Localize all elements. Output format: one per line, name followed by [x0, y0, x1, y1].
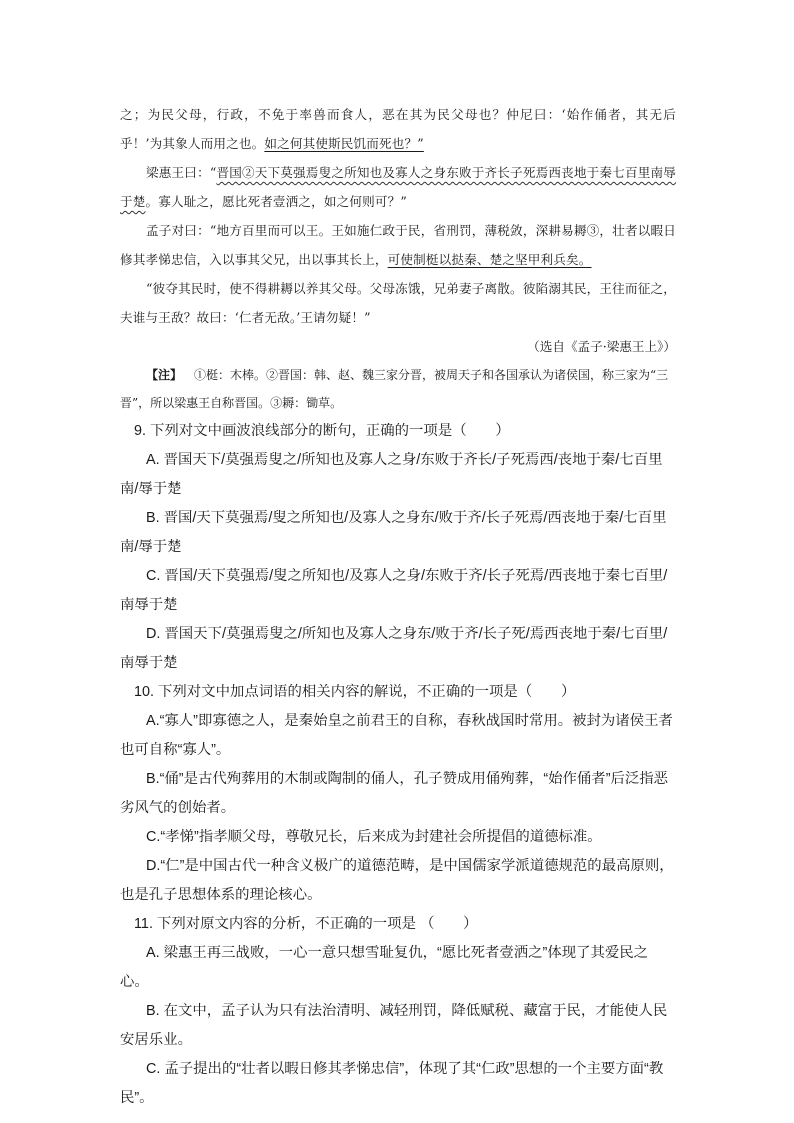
- underlined-sentence: 可使制梃以挞秦、楚之坚甲利兵矣。: [387, 252, 592, 267]
- passage-text: 孟子对曰：“地方百里而可以王。王如施仁政于民，省刑罚，薄税敛，深耕易耨③，壮者以暇日修其孝悌忠信，入以事其父兄，出以事其长上，: [120, 223, 676, 267]
- question-9-stem: 9. 下列对文中画波浪线部分的断句，正确的一项是（ ）: [134, 423, 510, 439]
- note-text: ①梃：木棒。②晋国：韩、赵、魏三家分晋，被周天子和各国承认为诸侯国，称三家为“三晋”，所以梁惠王自称晋国。③耨：锄草。: [120, 368, 669, 410]
- question-10-option-a[interactable]: A.“寡人”即寡德之人，是秦始皇之前君王的自称，春秋战国时常用。被封为诸侯王者也可自称“寡人”。: [120, 713, 673, 758]
- passage-paragraph-2: [120, 158, 676, 216]
- passage-paragraph-3: [120, 216, 676, 274]
- annotation-note: [120, 361, 676, 417]
- passage-paragraph-1: [120, 100, 676, 158]
- question-10-option-d[interactable]: D.“仁”是中国古代一种含义极广的道德范畴，是中国儒家学派道德规范的最高原则，也是孔子思想体系的理论核心。: [120, 858, 674, 903]
- question-10-option-b[interactable]: B.“俑”是古代殉葬用的木制或陶制的俑人，孔子赞成用俑殉葬，“始作俑者”后泛指恶劣风气的创始者。: [120, 771, 669, 816]
- passage-text: 之；为民父母，行政，不免于率兽而食人，恶在其为民父母也？仲尼曰：‘始作俑者，其无后乎！’为其象人而用之也。: [120, 107, 676, 151]
- document-page: [120, 100, 676, 1113]
- note-label: 【注】: [146, 368, 183, 382]
- passage-paragraph-4: “彼夺其民时，使不得耕耨以养其父母。父母冻饿，兄弟妻子离散。彼陷溺其民，王往而征之，夫谁与王敌？故曰：‘仁者无敌。’王请勿疑！”: [120, 281, 676, 325]
- question-9-option-d[interactable]: D. 晋国天下/莫强焉叟之/所知也及寡人之身东/败于齐/长子死/焉西丧地于秦/七百里/南辱于楚: [120, 626, 668, 671]
- passage-text: 梁惠王曰：“: [146, 165, 217, 180]
- question-9-option-b[interactable]: B. 晋国/天下莫强焉/叟之所知也/及寡人之身东/败于齐/长子死焉/西丧地于秦/七百里南/辱于楚: [120, 510, 667, 555]
- question-11-stem: 11. 下列对原文内容的分析，不正确的一项是 （ ）: [134, 916, 478, 932]
- wavy-underlined-text: 晋国②天下莫强焉叟之所知也及寡人之身东败于齐长子死焉西丧地于秦七百里南辱于楚: [120, 165, 676, 209]
- question-11-option-c[interactable]: C. 孟子提出的“壮者以暇日修其孝悌忠信”，体现了其“仁政”思想的一个主要方面“教民”。: [120, 1061, 664, 1106]
- underlined-sentence: 如之何其使斯民饥而死也？”: [264, 136, 424, 151]
- question-10-option-c[interactable]: C.“孝悌”指孝顺父母，尊敬兄长，后来成为封建社会所提倡的道德标准。: [146, 829, 602, 845]
- passage-source: （选自《孟子·梁惠王上》）: [527, 339, 676, 354]
- passage-text: 。寡人耻之，愿比死者壹洒之，如之何则可？”: [145, 194, 407, 209]
- question-11-option-b[interactable]: B. 在文中，孟子认为只有法治清明、减轻刑罚，降低赋税、藏富于民，才能使人民安居乐业。: [120, 1003, 668, 1048]
- question-9-option-a[interactable]: A. 晋国天下/莫强焉叟之/所知也及寡人之身/东败于齐长/子死焉西/丧地于秦/七百里南/辱于楚: [120, 452, 663, 497]
- question-10-stem: 10. 下列对文中加点词语的相关内容的解说，不正确的一项是（ ）: [134, 684, 576, 700]
- question-9-option-c[interactable]: C. 晋国/天下莫强焉/叟之所知也/及寡人之身/东败于齐/长子死焉/西丧地于秦七百里/南辱于楚: [120, 568, 668, 613]
- question-11-option-a[interactable]: A. 梁惠王再三战败，一心一意只想雪耻复仇，“愿比死者壹洒之”体现了其爱民之心。: [120, 945, 649, 990]
